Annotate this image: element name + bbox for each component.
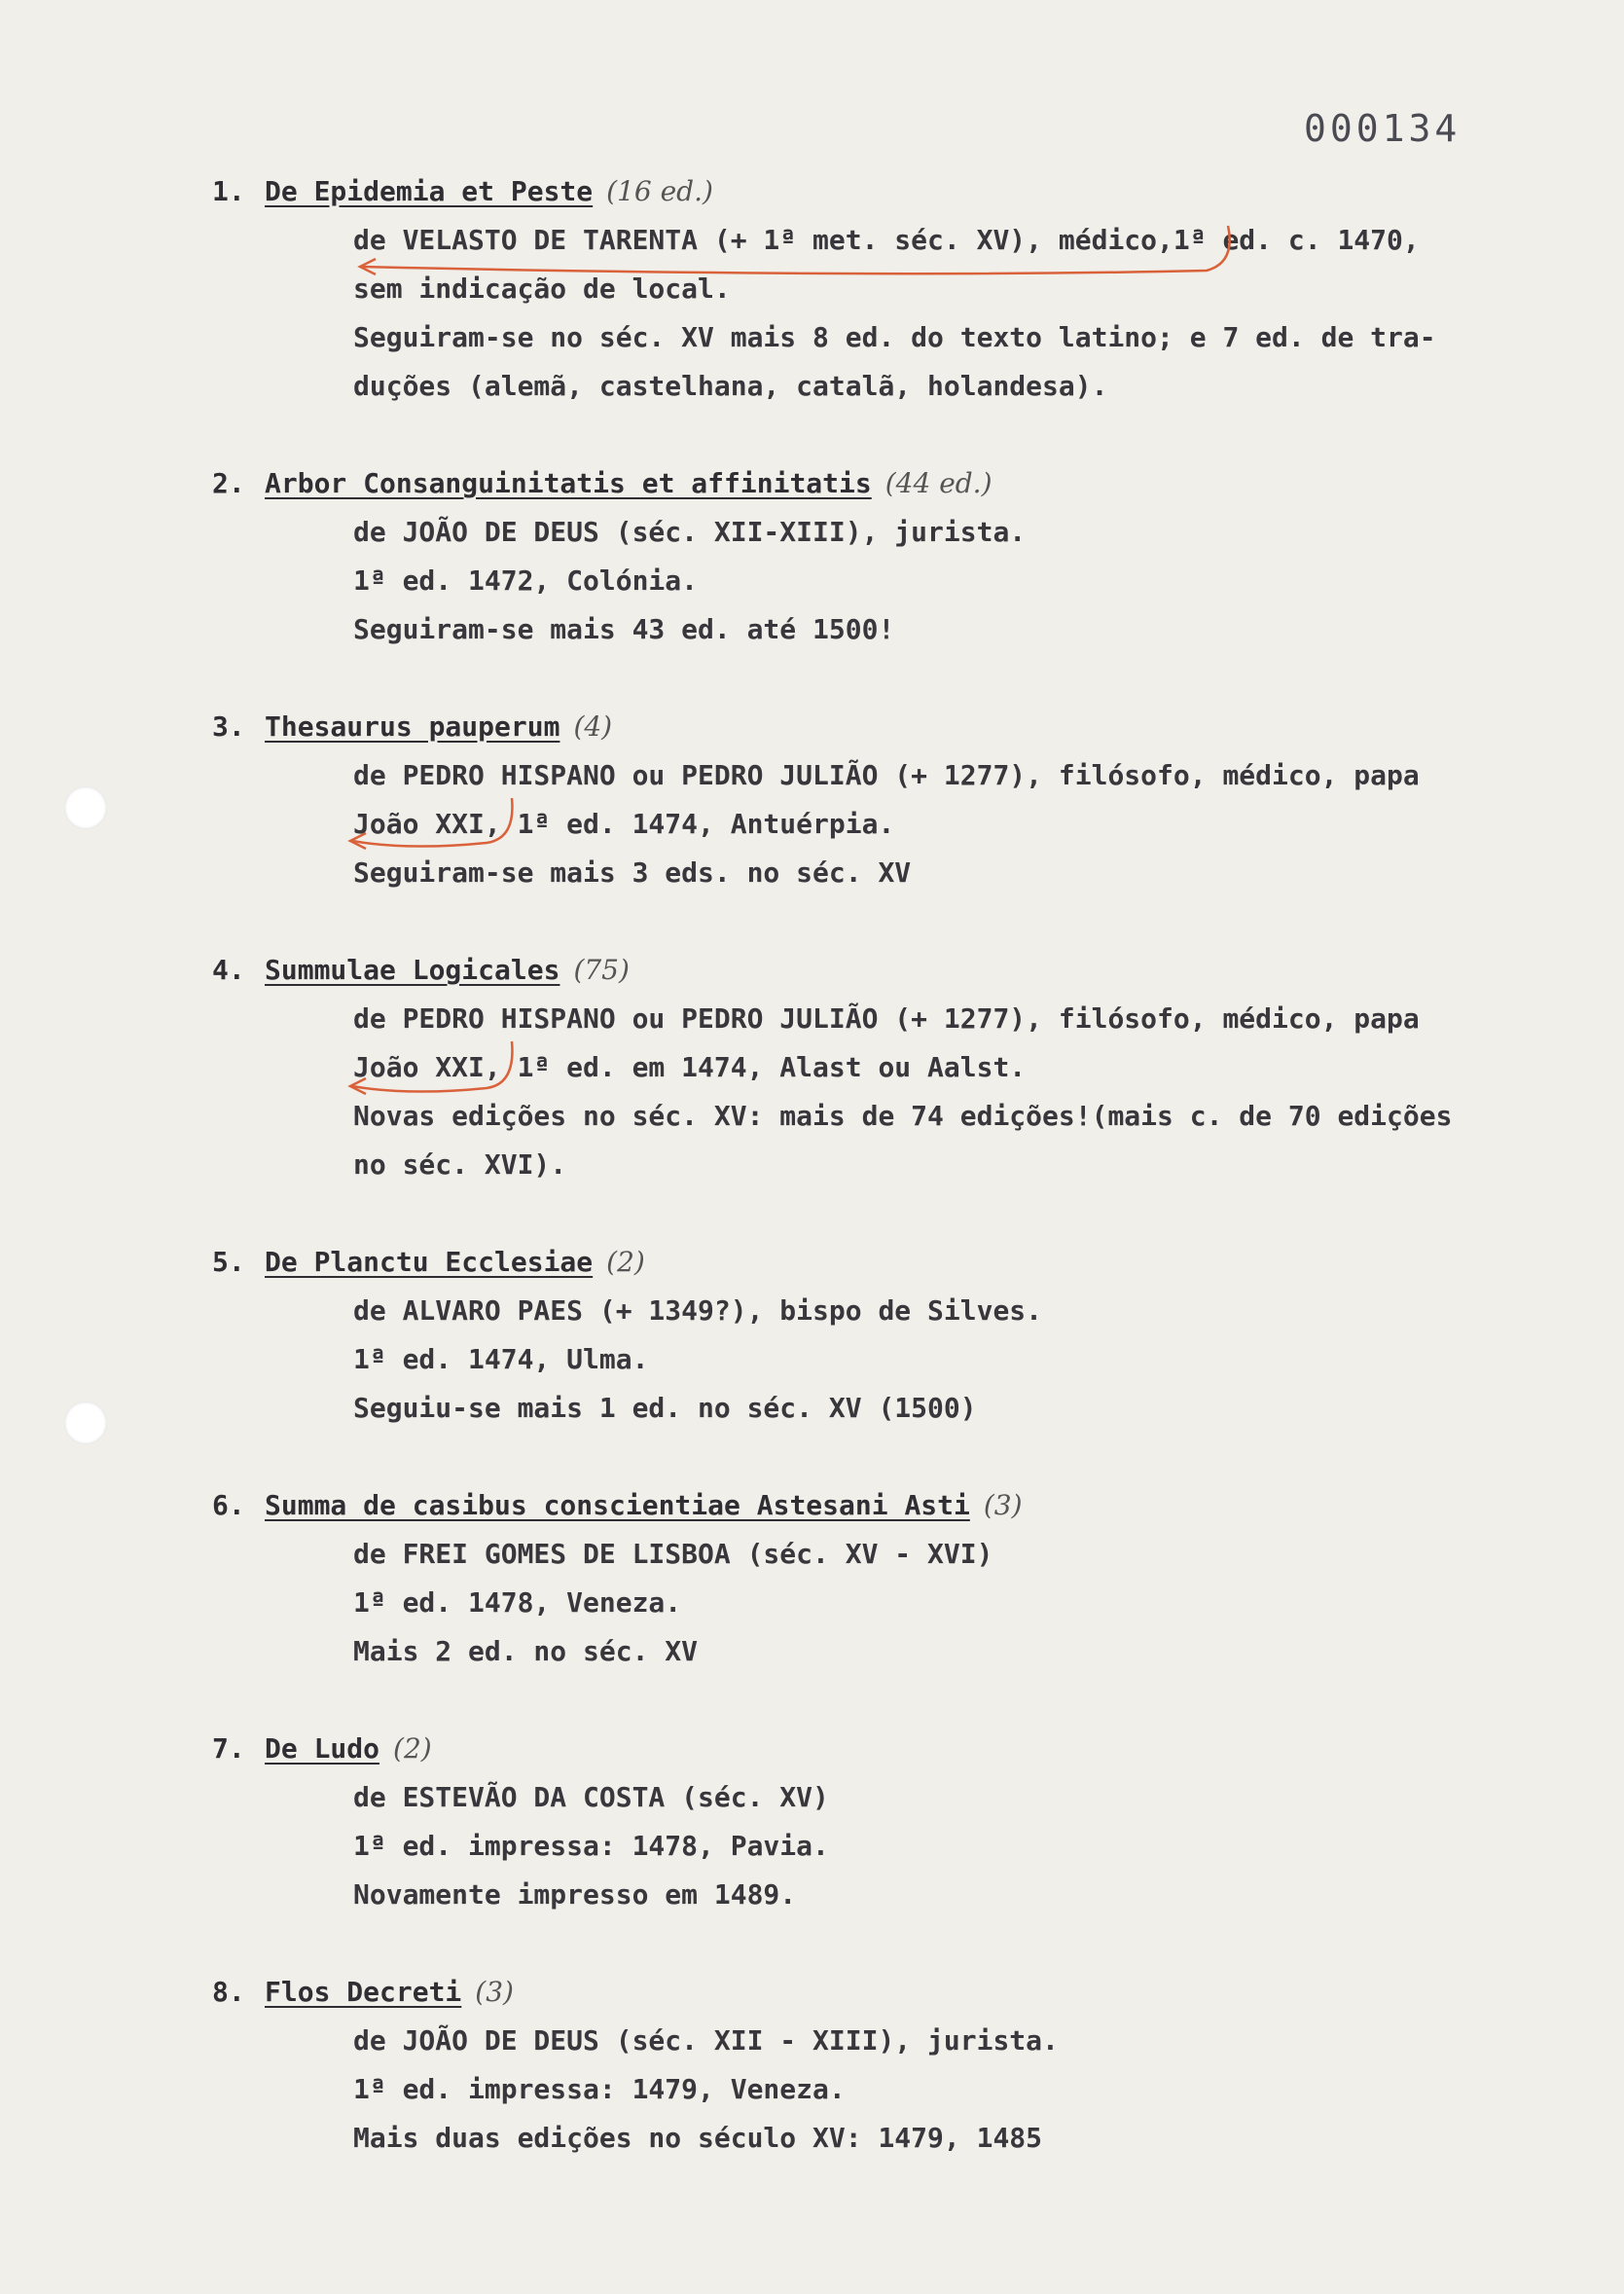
entry-line: Seguiram-se no séc. XV mais 8 ed. do texto latino; e 7 ed. de tra- xyxy=(353,321,1436,353)
entry-5 xyxy=(212,1238,1555,1433)
entry-title-line xyxy=(212,946,1555,995)
entry-number: 4. xyxy=(212,954,245,986)
entry-line: Mais duas edições no século XV: 1479, 1485 xyxy=(353,2122,1043,2154)
work-title: Summa de casibus conscientiae Astesani Asti xyxy=(265,1489,970,1521)
work-title: De Ludo xyxy=(265,1732,380,1765)
handwritten-edition-count: (2) xyxy=(393,1732,432,1765)
entry-line: sem indicação de local. xyxy=(353,273,731,305)
entry-number: 2. xyxy=(212,467,245,499)
handwritten-edition-count: (2) xyxy=(606,1246,645,1278)
work-title: De Epidemia et Peste xyxy=(265,175,594,207)
entry-number: 5. xyxy=(212,1246,245,1278)
entry-3 xyxy=(212,703,1555,897)
entry-line: de PEDRO HISPANO ou PEDRO JULIÃO (+ 1277), filósofo, médico, papa xyxy=(353,759,1420,791)
page-number: 000134 xyxy=(1304,107,1462,150)
entry-line: Novamente impresso em 1489. xyxy=(353,1878,797,1911)
entry-line: de JOÃO DE DEUS (séc. XII - XIII), jurista. xyxy=(353,2024,1059,2057)
work-title: Arbor Consanguinitatis et affinitatis xyxy=(265,467,872,499)
entry-title-line xyxy=(212,1481,1555,1530)
entry-6 xyxy=(212,1481,1555,1676)
entry-line: de ALVARO PAES (+ 1349?), bispo de Silves. xyxy=(353,1294,1043,1327)
entry-line: de FREI GOMES DE LISBOA (séc. XV - XVI) xyxy=(353,1538,993,1570)
entry-line: Novas edições no séc. XV: mais de 74 edições!(mais c. de 70 edições xyxy=(353,1100,1453,1132)
entry-title-line xyxy=(212,703,1555,751)
entry-number: 7. xyxy=(212,1732,245,1765)
entry-4 xyxy=(212,946,1555,1189)
entry-line: de VELASTO DE TARENTA (+ 1ª met. séc. XV), médico,1ª ed. c. 1470, xyxy=(353,224,1420,256)
entry-line: João XXI, 1ª ed. 1474, Antuérpia. xyxy=(353,808,895,840)
entry-line: Seguiram-se mais 43 ed. até 1500! xyxy=(353,613,895,645)
handwritten-edition-count: (75) xyxy=(573,954,630,986)
punch-hole-top xyxy=(64,786,107,829)
entry-line: 1ª ed. 1478, Veneza. xyxy=(353,1586,682,1619)
handwritten-edition-count: (4) xyxy=(573,710,613,743)
entry-title-line xyxy=(212,167,1555,216)
work-title: De Planctu Ecclesiae xyxy=(265,1246,594,1278)
handwritten-edition-count: (44 ed.) xyxy=(884,467,992,499)
entry-7 xyxy=(212,1725,1555,1919)
entry-1 xyxy=(212,167,1555,411)
entry-line: 1ª ed. 1474, Ulma. xyxy=(353,1343,649,1375)
entry-number: 3. xyxy=(212,710,245,743)
entry-line: 1ª ed. 1472, Colónia. xyxy=(353,564,699,597)
entry-title-line xyxy=(212,1238,1555,1287)
entry-2 xyxy=(212,459,1555,654)
handwritten-edition-count: (3) xyxy=(475,1976,514,2008)
handwritten-edition-count: (3) xyxy=(983,1489,1023,1521)
work-title: Summulae Logicales xyxy=(265,954,560,986)
entry-line: 1ª ed. impressa: 1478, Pavia. xyxy=(353,1830,829,1862)
entry-line: Mais 2 ed. no séc. XV xyxy=(353,1635,699,1667)
entry-8 xyxy=(212,1968,1555,2163)
entry-title-line xyxy=(212,1725,1555,1773)
entry-line: de ESTEVÃO DA COSTA (séc. XV) xyxy=(353,1781,829,1813)
entry-number: 8. xyxy=(212,1976,245,2008)
entry-line: duções (alemã, castelhana, catalã, holandesa). xyxy=(353,370,1108,402)
entry-title-line xyxy=(212,1968,1555,2017)
entry-line: no séc. XVI). xyxy=(353,1148,567,1181)
entry-line: Seguiu-se mais 1 ed. no séc. XV (1500) xyxy=(353,1392,977,1424)
entry-number: 6. xyxy=(212,1489,245,1521)
work-title: Flos Decreti xyxy=(265,1976,462,2008)
entry-title-line xyxy=(212,459,1555,508)
punch-hole-bottom xyxy=(64,1402,107,1444)
entry-line: 1ª ed. impressa: 1479, Veneza. xyxy=(353,2073,846,2105)
handwritten-edition-count: (16 ed.) xyxy=(606,175,713,207)
entry-line: de JOÃO DE DEUS (séc. XII-XIII), jurista. xyxy=(353,516,1027,548)
entry-number: 1. xyxy=(212,175,245,207)
entry-line: Seguiram-se mais 3 eds. no séc. XV xyxy=(353,856,912,889)
work-title: Thesaurus pauperum xyxy=(265,710,560,743)
entry-line: de PEDRO HISPANO ou PEDRO JULIÃO (+ 1277), filósofo, médico, papa xyxy=(353,1002,1420,1035)
entry-line: João XXI, 1ª ed. em 1474, Alast ou Aalst. xyxy=(353,1051,1027,1083)
